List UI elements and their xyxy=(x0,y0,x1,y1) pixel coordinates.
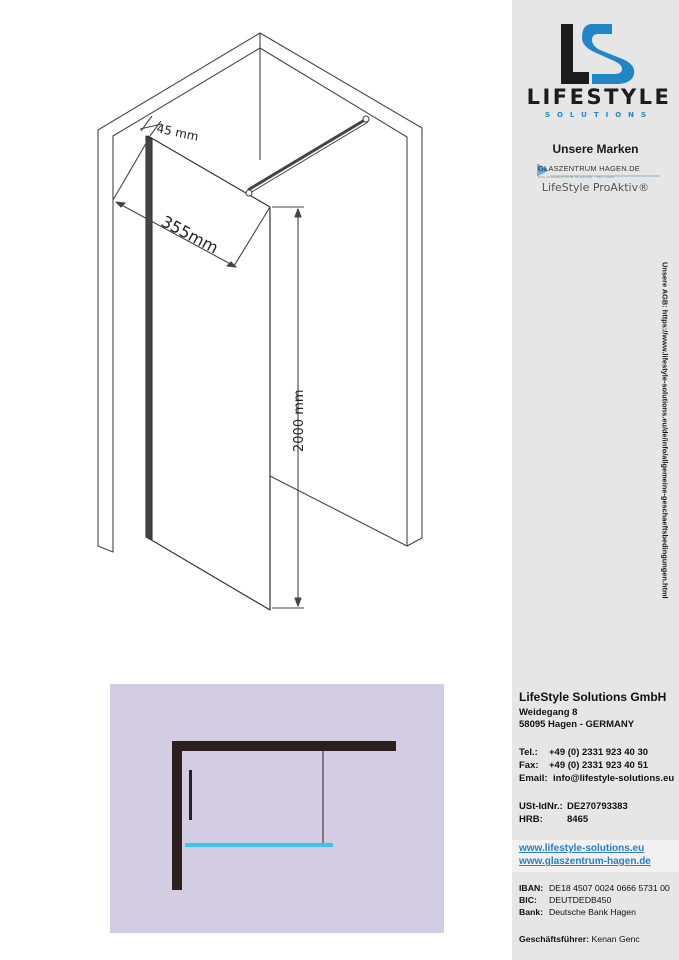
contact-tel xyxy=(519,746,669,759)
link-lifestyle-solutions[interactable]: www.lifestyle-solutions.eu xyxy=(519,843,645,854)
bar-clamp xyxy=(246,190,252,196)
dim-45-label: 45 mm xyxy=(155,121,200,144)
tax-ust xyxy=(519,800,669,813)
panel-profile xyxy=(146,136,152,540)
hrb-value: 8465 xyxy=(567,814,589,825)
iban-value: DE18 4507 0024 0666 5731 00 xyxy=(549,883,670,893)
md-value: Kenan Genc xyxy=(591,934,640,944)
glass-line xyxy=(185,843,333,847)
company-name: LifeStyle Solutions GmbH xyxy=(519,690,667,704)
tax-block xyxy=(519,800,669,826)
brands-title: Unsere Marken xyxy=(552,142,639,156)
ust-label: USt-IdNr.: xyxy=(519,801,563,812)
floor-plan xyxy=(110,684,444,933)
left-wall-outline xyxy=(98,33,260,552)
tel-label: Tel.: xyxy=(519,747,538,758)
brand-name: LIFESTYLE xyxy=(526,85,672,109)
glass-panel-outline xyxy=(148,136,270,610)
wall-left xyxy=(172,741,182,890)
brand-glaszentrum-tagline: DAS GLASZENTRUM IN HAGEN · SEIT 1968 xyxy=(538,175,615,179)
bic-label: BIC: xyxy=(519,895,537,905)
contact-email xyxy=(519,772,675,785)
company-street: Weidegang 8 xyxy=(519,707,578,718)
wall-top xyxy=(172,741,396,751)
agb-text: Unsere AGB: https://www.lifestyle-solutions.eu/de/info/allgemeine-geschaeftsbedingungen.html xyxy=(660,262,670,599)
contact-fax xyxy=(519,759,669,772)
bank-block xyxy=(519,882,674,918)
logo-l-foot xyxy=(561,72,589,84)
bank-value: Deutsche Bank Hagen xyxy=(549,907,636,917)
bank-iban xyxy=(519,882,674,894)
tax-hrb xyxy=(519,813,669,826)
brand-subtitle: SOLUTIONS xyxy=(544,111,654,119)
tel-value: +49 (0) 2331 923 40 30 xyxy=(549,747,649,758)
ust-value: DE270793383 xyxy=(567,801,628,812)
dim-2000-label: 2000 mm xyxy=(292,389,307,452)
bank-bic xyxy=(519,894,674,906)
managing-director xyxy=(519,934,640,944)
bar-wall-mount xyxy=(363,116,369,122)
web-links xyxy=(512,840,679,872)
link-glaszentrum-hagen[interactable]: www.glaszentrum-hagen.de xyxy=(519,856,651,867)
brand-proaktiv: LifeStyle ProAktiv® xyxy=(541,181,650,194)
hrb-label: HRB: xyxy=(519,814,543,825)
back-wall-outline xyxy=(260,33,422,546)
email-label: Email: xyxy=(519,773,548,784)
fax-label: Fax: xyxy=(519,760,539,771)
agb-vertical xyxy=(654,262,676,607)
company-address xyxy=(519,690,669,731)
floor-plan-diagram xyxy=(110,684,444,933)
contact-block xyxy=(519,746,675,785)
floor-line xyxy=(270,476,407,546)
dim-355-label: 355mm xyxy=(158,211,222,258)
email-value[interactable]: info@lifestyle-solutions.eu xyxy=(553,773,675,784)
bank-label: Bank: xyxy=(519,907,544,917)
md-label: Geschäftsführer: xyxy=(519,934,590,944)
stabilizer-bar-inner xyxy=(250,122,368,193)
logo-s-shape xyxy=(582,24,634,84)
wall-profile xyxy=(189,770,192,820)
brand-glaszentrum: GLASZENTRUM HAGEN.DE xyxy=(538,164,640,173)
bic-value: DEUTDEDB450 xyxy=(549,895,612,905)
iban-label: IBAN: xyxy=(519,883,544,893)
company-city: 58095 Hagen - GERMANY xyxy=(519,719,635,730)
ls-logo xyxy=(512,0,679,140)
bank-name xyxy=(519,906,674,918)
fax-value: +49 (0) 2331 923 40 51 xyxy=(549,760,649,771)
stabilizer-bar xyxy=(248,118,368,190)
dim-355-lines xyxy=(113,140,270,267)
